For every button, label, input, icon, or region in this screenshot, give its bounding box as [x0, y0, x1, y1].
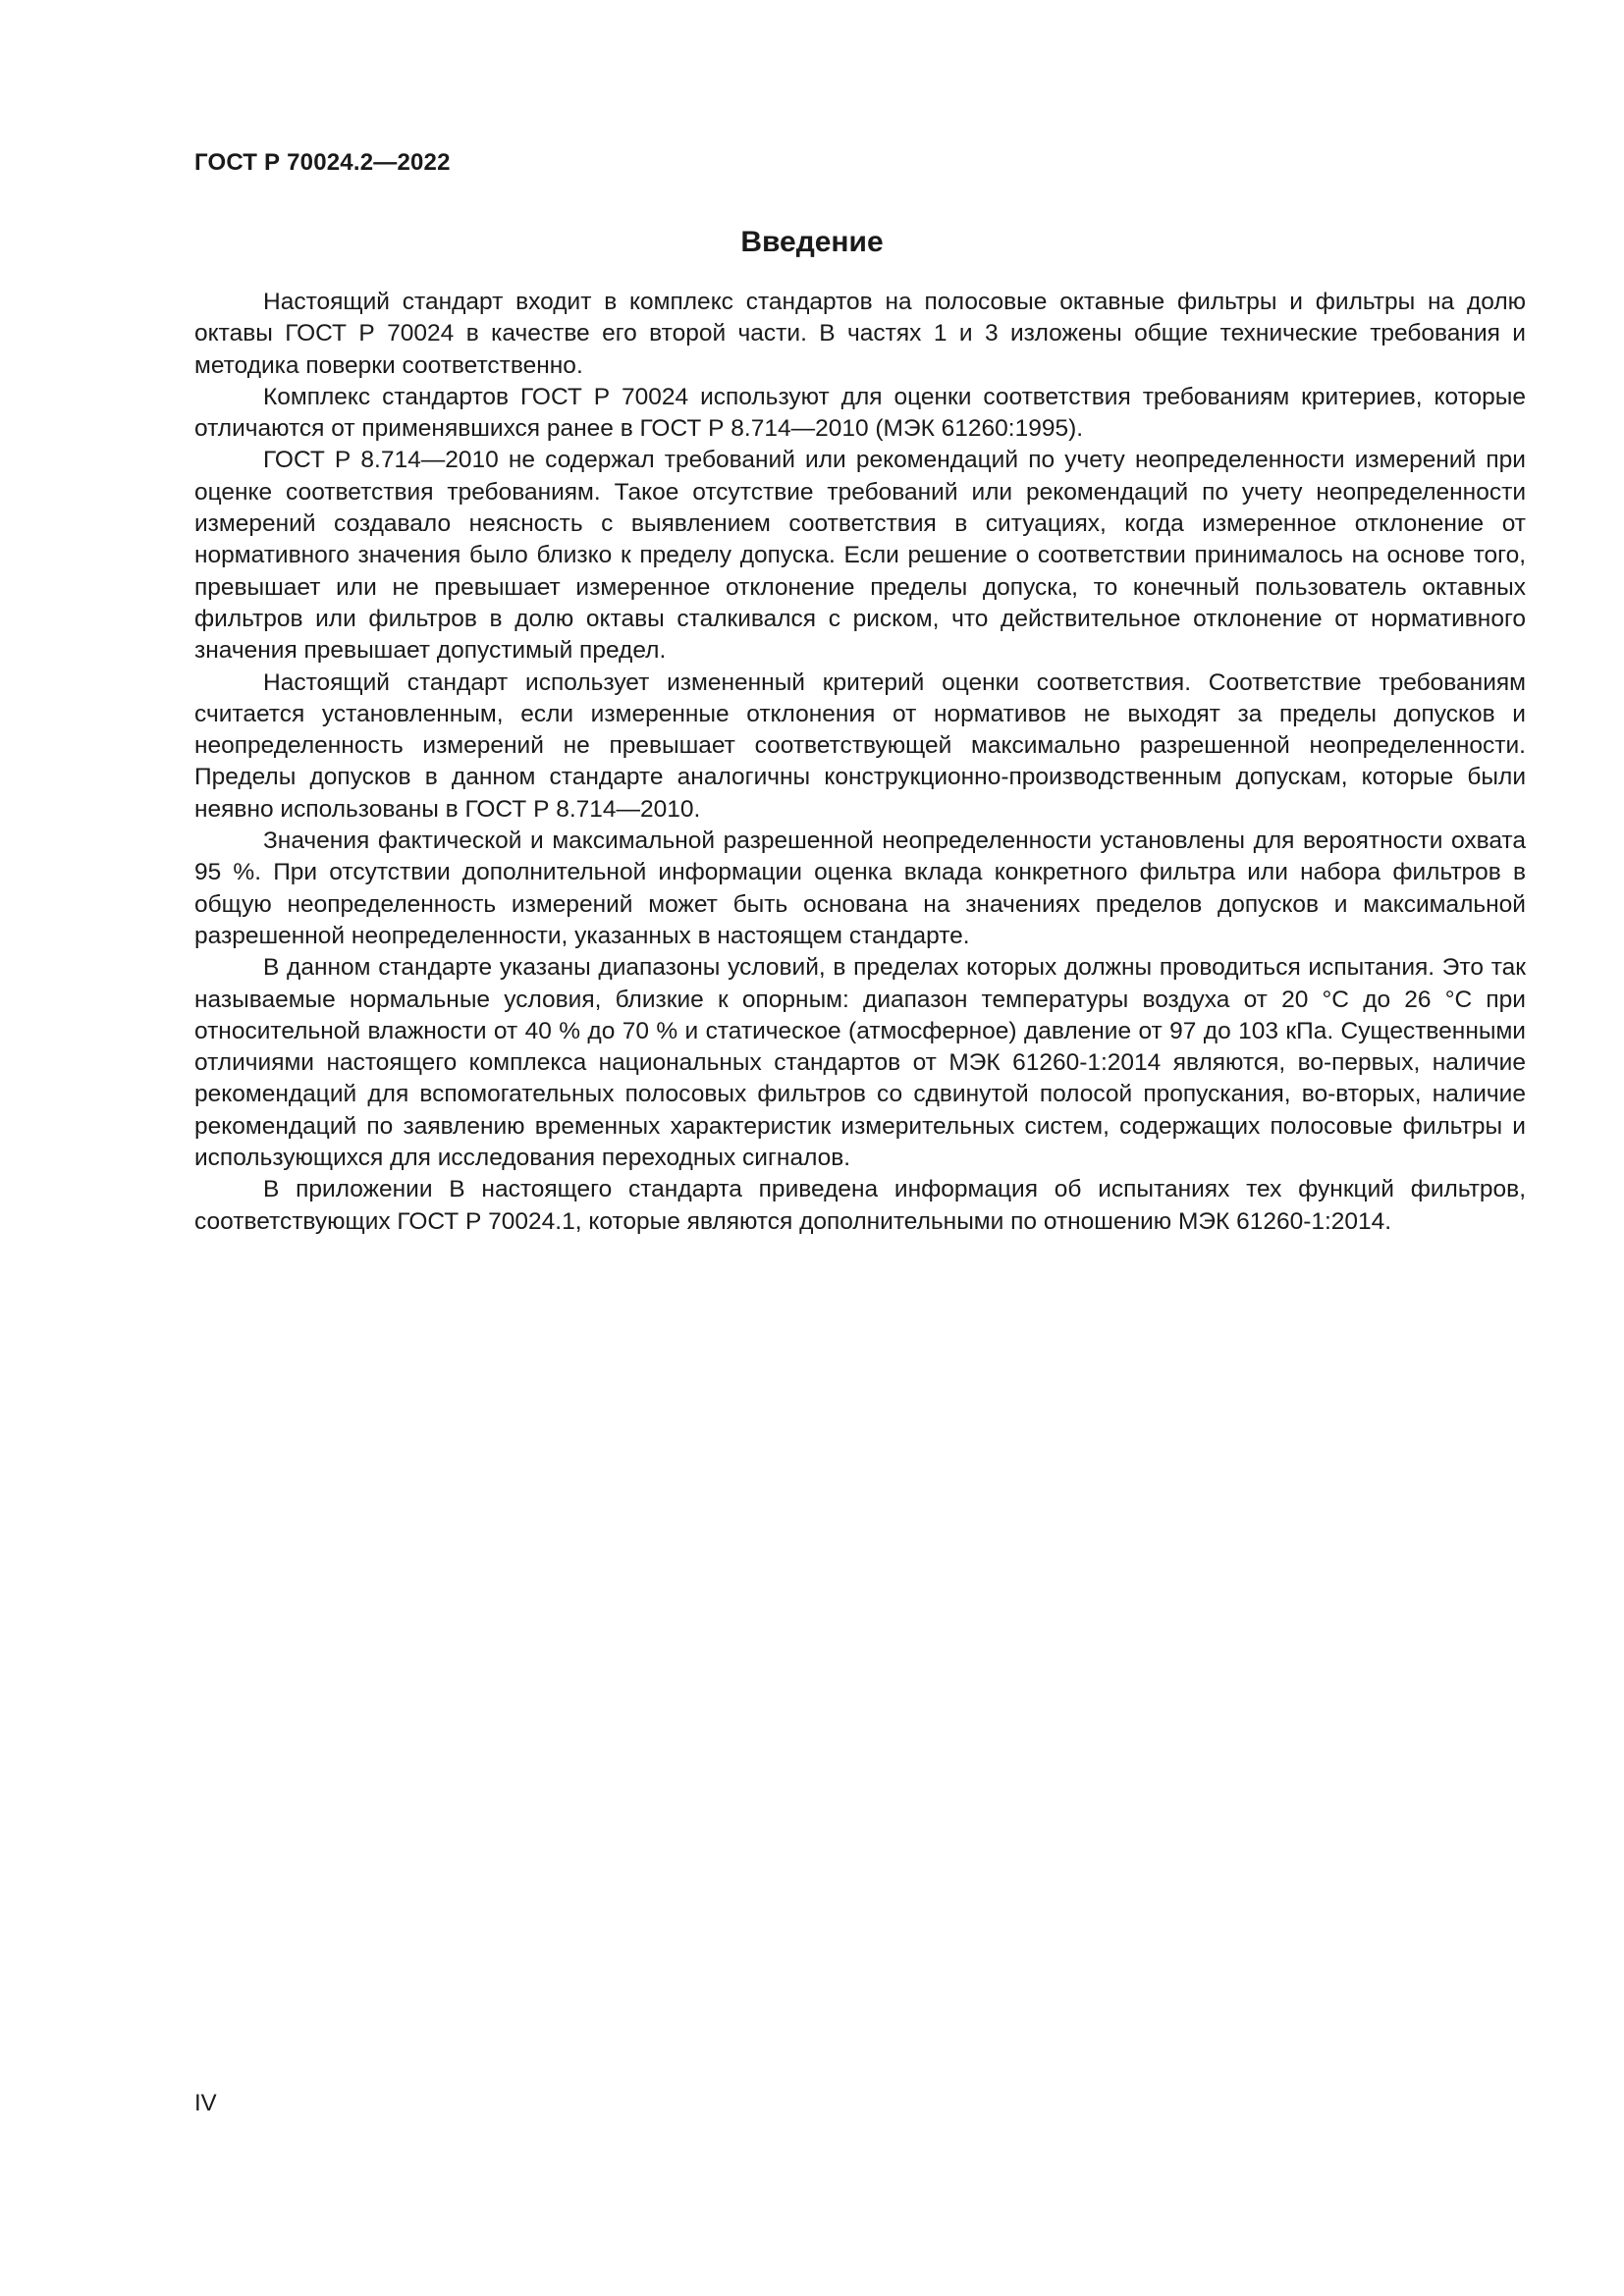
paragraph: Настоящий стандарт входит в комплекс стандартов на полосовые октавные фильтры и фильтры на долю октавы ГОСТ Р 70024 в качестве его второй части. В частях 1 и 3 изложены общие технические требования и методика поверки соответственно.	[194, 289, 1526, 379]
page-number: IV	[194, 2090, 217, 2116]
section-title: Введение	[740, 226, 884, 258]
body-text	[194, 287, 1526, 1238]
paragraph: Настоящий стандарт использует измененный критерий оценки соответствия. Соответствие требованиям считается установленным, если измеренные отклонения от нормативов не выходят за пределы допусков и неопределенность измерений не превышает соответствующей максимально разрешенной неопределенности. Пределы допусков в данном стандарте аналогичны конструкционно-производственным допускам, которые были неявно использованы в ГОСТ Р 8.714—2010.	[194, 668, 1526, 823]
page-header: ГОСТ Р 70024.2—2022	[194, 149, 451, 176]
paragraph: ГОСТ Р 8.714—2010 не содержал требований или рекомендаций по учету неопределенности измерений при оценке соответствия требованиям. Такое отсутствие требований или рекомендаций по учету неопределенности измерений создавало неясность с выявлением соответствия в ситуациях, когда измеренное отклонение от нормативного значения было близко к пределу допуска. Если решение о соответствии принималось на основе того, превышает или не превышает измеренное отклонение пределы допуска, то конечный пользователь октавных фильтров или фильтров в долю октавы сталкивался с риском, что действительное отклонение от нормативного значения превышает допустимый предел.	[194, 447, 1526, 665]
paragraph: В данном стандарте указаны диапазоны условий, в пределах которых должны проводиться испытания. Это так называемые нормальные условия, близкие к опорным: диапазон температуры воздуха от 20 °С до 26 °С при относительной влажности от 40 % до 70 % и статическое (атмосферное) давление от 97 до 103 кПа. Существенными отличиями настоящего комплекса национальных стандартов от МЭК 61260-1:2014 являются, во-первых, наличие рекомендаций для вспомогательных полосовых фильтров со сдвинутой полосой пропускания, во-вторых, наличие рекомендаций по заявлению временных характеристик измерительных систем, содержащих полосовые фильтры и использующихся для исследования переходных сигналов.	[194, 954, 1526, 1172]
paragraph: В приложении В настоящего стандарта приведена информация об испытаниях тех функций фильтров, соответствующих ГОСТ Р 70024.1, которые являются дополнительными по отношению МЭК 61260-1:2014.	[194, 1176, 1526, 1235]
paragraph: Значения фактической и максимальной разрешенной неопределенности установлены для вероятности охвата 95 %. При отсутствии дополнительной информации оценка вклада конкретного фильтра или набора фильтров в общую неопределенность измерений может быть основана на значениях пределов допусков и максимальной разрешенной неопределенности, указанных в настоящем стандарте.	[194, 828, 1526, 949]
paragraph: Комплекс стандартов ГОСТ Р 70024 используют для оценки соответствия требованиям критериев, которые отличаются от применявшихся ранее в ГОСТ Р 8.714—2010 (МЭК 61260:1995).	[194, 383, 1526, 443]
